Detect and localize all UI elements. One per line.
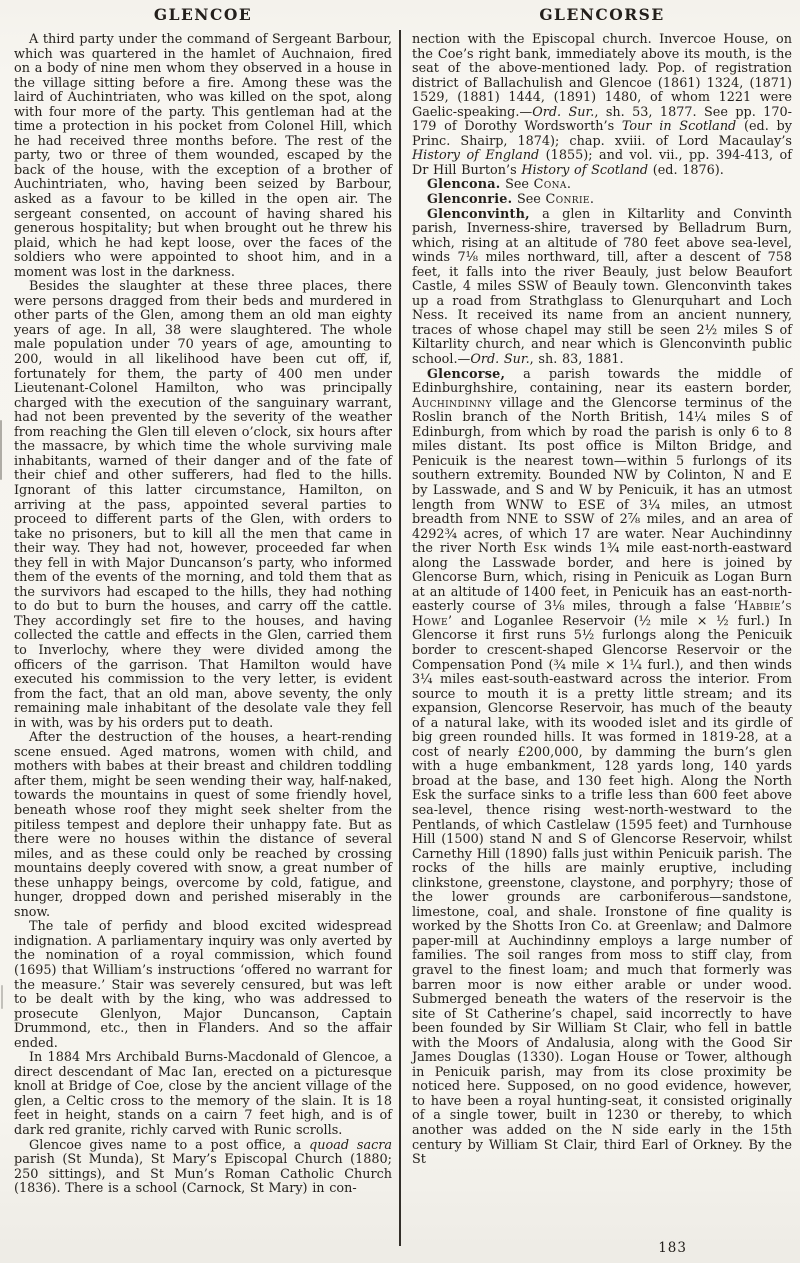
smallcaps-text: Habbie’s Howe xyxy=(412,599,792,629)
body-text: a glen in Kiltarlity and Convinth parish, Inverness-shire, traversed by Belladrum Burn, which, rising at an altitude of 780 feet above sea-level, winds 7⅛ miles northward, till, after a descent of 758 feet, it falls into the river Beauly, just below Beaufort Castle, 4 miles SSW of Beauly town. Glenconvinth takes up a road from Strathglass to Glenurquhart and Loch Ness. It received its name from an ancient nunnery, traces of whose chapel may still be seen 2½ miles S of Kiltarlity church, and near which is Glenconvinth public school.— xyxy=(412,206,792,368)
column-right-text xyxy=(412,33,792,1168)
paragraph xyxy=(412,178,792,193)
scan-smudge-artifact xyxy=(1,985,3,1009)
paragraph xyxy=(14,731,392,920)
italic-text: Ord. Sur. xyxy=(470,352,530,368)
paragraph xyxy=(412,33,792,178)
paragraph xyxy=(412,193,792,208)
body-text: In 1884 Mrs Archibald Burns-Macdonald of Glencoe, a direct descendant of Mac Ian, erected on a picturesque knoll at Bridge of Coe, close by the ancient village of the glen, a Celtic cross to the memory of the slain. It is 18 feet in height, stands on a cairn 7 feet high, and is of dark red granite, richly carved with Runic scrolls. xyxy=(14,1050,392,1139)
column-left xyxy=(14,5,392,1197)
body-text: , sh. 53, 1877. See pp. 170-179 of Dorothy Wordsworth’s xyxy=(412,104,792,135)
paragraph xyxy=(14,920,392,1051)
body-text: See xyxy=(512,192,546,208)
italic-text: History of England xyxy=(412,148,540,164)
paragraph xyxy=(412,208,792,368)
body-text: A third party under the command of Sergeant Barbour, which was quartered in the hamlet of Auchnaion, fired on a body of nine men whom they observed in a house in the village sitting before a fire. Among these was the laird of Auchintriaten, who was killed on the spot, along with four more of the party. This gentleman had at the time a protection in his pocket from Colonel Hill, which he had received three months before. The rest of the party, two or three of them wounded, escaped by the back of the house, with the exception of a brother of Auchintriaten, who, having been seized by Barbour, asked as a favour to be killed in the open air. The sergeant consented, on account of having shared his generous hospitality; but when brought out he threw his plaid, which he had kept loose, over the faces of the soldiers who were appointed to shoot him, and in a moment was lost in the darkness. xyxy=(14,32,392,280)
page-number: 183 xyxy=(658,1240,687,1256)
body-text: ’ and Loganlee Reservoir (½ mile × ½ furl.) In Glencorse it first runs 5½ furlongs along the Penicuik border to crescent-shaped Glencorse Reservoir or the Compensation Pond (¾ mile × 1¼ furl.), and then winds 3¼ miles east-south-eastward across the interior. From source to mouth it is a pretty little stream; and its expansion, Glencorse Reservoir, has much of the beauty of a natural lake, with its wooded islet and its girdle of big green rounded hills. It was formed in 1819-28, at a cost of nearly £200,000, by damming the burn’s glen with a huge embankment, 128 yards long, 140 yards broad at the base, and 130 feet high. Along the North Esk the surface sinks to a trifle less than 600 feet above sea-level, thence rising west-north-westward to the Pentlands, of which Castlelaw (1595 feet) and Turnhouse Hill (1500) stand N and S of Glencorse Reservoir, whilst Carnethy Hill (1890) falls just within Penicuik parish. The rocks of the hills are mainly eruptive, including clinkstone, greenstone, claystone, and porphyry; those of the lower grounds are carboniferous—sandstone, limestone, coal, and shale. Ironstone of fine quality is worked by the Shotts Iron Co. at Greenlaw; and Dalmore paper-mill at Auchindinny employs a large number of families. The soil ranges from moss to stiff clay, from gravel to the finest loam; and much that formerly was barren moor is now either arable or under wood. Submerged beneath the waters of the reservoir is the site of St Catherine’s chapel, said incorrectly to have been founded by Sir William St Clair, who fell in battle with the Moors of Andalusia, along with the Good Sir James Douglas (1330). Logan House or Tower, although in Penicuik parish, may from its close proximity be noticed here. Supposed, on no good evidence, however, to have been a royal hunting-seat, it consisted originally of a single tower, built in 1230 or thereby, to which another was added on the N side early in the 15th century by William St Clair, third Earl of Orkney. By the St xyxy=(412,613,792,1168)
body-text: Glencoe gives name to a post office, a xyxy=(29,1137,310,1153)
body-text: village and the Glencorse terminus of the Roslin branch of the North British, 14¼ miles S of Edinburgh, from which by road the parish is only 6 to 8 miles distant. Its post office is Milton Bridge, and Penicuik is the nearest town—within 5 furlongs of its southern extremity. Bounded NW by Colinton, N and E by Lasswade, and S and W by Penicuik, it has an utmost length from WNW to ESE of 3¼ miles, an utmost breadth from NNE to SSW of 2⅞ miles, and an area of 4292¾ acres, of which 17 are water. Near Auchindinny the river North xyxy=(412,395,792,557)
body-text: Besides the slaughter at these three places, there were persons dragged from their beds and murdered in other parts of the Glen, among them an old man eighty years of age. In all, 38 were slaughtered. The whole male population under 70 years of age, amounting to 200, would in all likelihood have been cut off, if, fortunately for them, the party of 400 men under Lieutenant-Colonel Hamilton, who was principally charged with the execution of the sanguinary warrant, had not been prevented by the severity of the weather from reaching the Glen till eleven o’clock, six hours after the massacre, by which time the whole surviving male inhabitants, warned of their danger and of the fate of their chief and other sufferers, had fled to the hills. Ignorant of this latter circumstance, Hamilton, on arriving at the pass, appointed several parties to proceed to different parts of the Glen, with orders to take no prisoners, but to kill all the men that came in their way. They had not, however, proceeded far when they fell in with Major Duncanson’s party, who informed them of the events of the morning, and told them that as the survivors had escaped to the hills, they had nothing to do but to burn the houses, and carry off the cattle. They accordingly set fire to the houses, and having collected the cattle and effects in the Glen, carried them to Inverlochy, where they were divided among the officers of the garrison. That Hamilton would have executed his commission to the very letter, is evident from the fact, that an old man, above seventy, the only remaining male inhabitant of the desolate vale they fell in with, was by his orders put to death. xyxy=(14,279,392,731)
paragraph xyxy=(14,280,392,731)
body-text: . xyxy=(566,177,571,193)
body-text: , sh. 83, 1881. xyxy=(529,352,624,368)
body-text: The tale of perfidy and blood excited widespread indignation. A parliamentary inquiry was only averted by the nomination of a royal commission, which found (1695) that William’s instructions ‘offered no warrant for the measure.’ Stair was severely censured, but was left to be dealt with by the king, who was addressed to prosecute Glenlyon, Major Duncanson, Captain Drummond, etc., then in Flanders. And so the affair ended. xyxy=(14,919,392,1051)
smallcaps-text: Cona xyxy=(533,177,567,193)
scan-smudge-artifact xyxy=(0,420,2,480)
entry-headword: Glenconrie. xyxy=(427,192,513,208)
body-text: (1855); and vol. vii., pp. 394-413, of Dr Hill Burton’s xyxy=(412,148,792,178)
italic-text: Tour in Scotland xyxy=(621,119,737,135)
body-text: . xyxy=(589,192,594,208)
paragraph xyxy=(412,368,792,1168)
italic-text: quoad sacra xyxy=(309,1137,392,1153)
italic-text: Ord. Sur. xyxy=(532,104,595,120)
body-text: a parish towards the middle of Edinburghshire, containing, near its eastern border, xyxy=(412,366,792,397)
smallcaps-text: Esk xyxy=(523,541,547,557)
italic-text: History of Scotland xyxy=(521,162,649,178)
body-text: (ed. by Princ. Shairp, 1874); chap. xviii. of Lord Macaulay’s xyxy=(412,119,792,149)
body-text: See xyxy=(500,177,534,193)
paragraph xyxy=(14,33,392,280)
body-text: winds 1¾ mile east-north-eastward along the Lasswade border, and here is joined by Glencorse Burn, which, rising in Penicuik as Logan Burn at an altitude of 1400 feet, in Penicuik has an east-north-easterly course of 3⅛ miles, through a false ‘ xyxy=(412,541,793,615)
column-right xyxy=(412,5,792,1168)
smallcaps-text: Conrie xyxy=(545,192,590,208)
column-header-right: GLENCORSE xyxy=(539,5,665,24)
body-text: (ed. 1876). xyxy=(648,162,724,178)
entry-headword: Glencorse, xyxy=(427,366,506,382)
body-text: nection with the Episcopal church. Invercoe House, on the Coe’s right bank, immediately above its mouth, is the seat of the above-mentioned lady. Pop. of registration district of Ballachulish and Glencoe (1861) 1324, (1871) 1529, (1881) 1444, (1891) 1480, of whom 1221 were Gaelic-speaking.— xyxy=(412,32,792,120)
column-divider-rule xyxy=(399,30,401,1246)
paragraph xyxy=(14,1139,392,1197)
entry-headword: Glenconvinth, xyxy=(427,206,530,222)
column-header-left: GLENCOE xyxy=(153,5,253,24)
body-text: parish (St Munda), St Mary’s Episcopal Church (1880; 250 sittings), and St Mun’s Roman Catholic Church (1836). There is a school (Carnock, St Mary) in con- xyxy=(14,1152,392,1197)
smallcaps-text: Auchindinny xyxy=(412,395,492,411)
paragraph xyxy=(14,1051,392,1138)
entry-headword: Glencona. xyxy=(427,177,501,193)
body-text: After the destruction of the houses, a heart-rending scene ensued. Aged matrons, women with child, and mothers with babes at their breast and children toddling after them, might be seen wending their way, half-naked, towards the mountains in quest of some friendly hovel, beneath whose roof they might seek shelter from the pitiless tempest and deplore their unhappy fate. But as there were no houses within the distance of several miles, and as these could only be reached by crossing mountains deeply covered with snow, a great number of these unhappy beings, overcome by cold, fatigue, and hunger, dropped down and perished miserably in the snow. xyxy=(14,730,392,920)
column-left-text xyxy=(14,33,392,1197)
